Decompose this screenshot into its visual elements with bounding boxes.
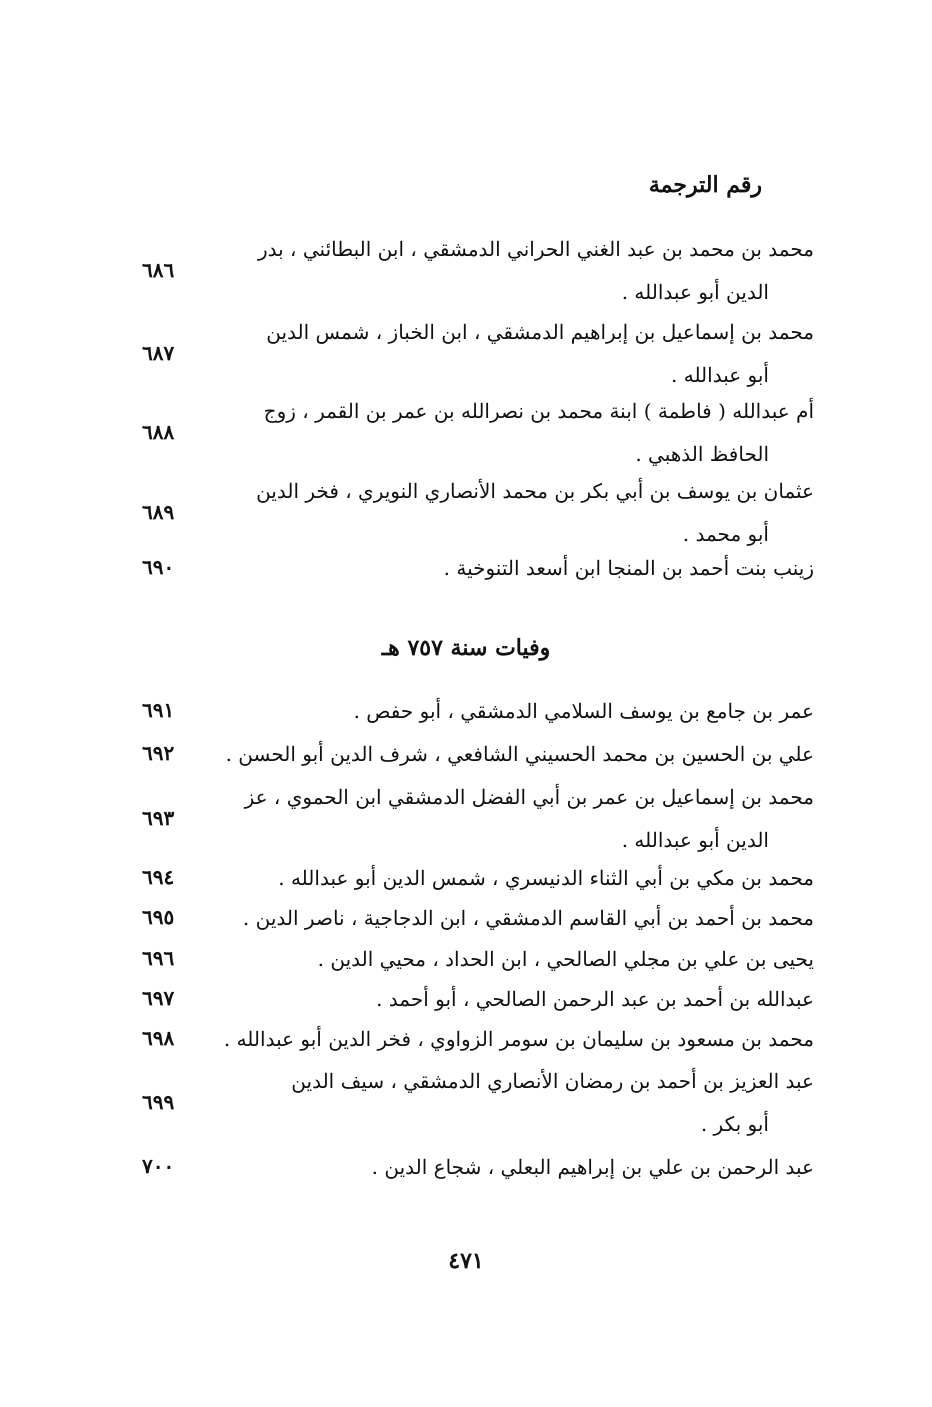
entry-continuation-line: أبو محمد . (682, 522, 769, 546)
entry-continuation-line: الحافظ الذهبي . (635, 442, 769, 466)
entry-text (214, 857, 814, 900)
entry-line: محمد بن أحمد بن أبي القاسم الدمشقي ، ابن الدجاجية ، ناصر الدين . (242, 906, 814, 930)
section-title: وفيات سنة ٧٥٧ هـ (381, 635, 551, 661)
entry-text (214, 390, 814, 476)
entry-text (214, 1018, 814, 1061)
entry-line: يحيى بن علي بن مجلي الصالحي ، ابن الحداد ، محيي الدين . (317, 947, 814, 971)
entry-text (214, 547, 814, 590)
entry-text (214, 978, 814, 1021)
entry-number: ٦٩١ (142, 698, 175, 722)
entry-line: محمد بن مسعود بن سليمان بن سومر الزواوي ، فخر الدين أبو عبدالله . (223, 1027, 814, 1051)
entry-text (214, 1060, 814, 1146)
entry-line: محمد بن إسماعيل بن إبراهيم الدمشقي ، ابن الخباز ، شمس الدين (266, 320, 814, 344)
entry-text (214, 690, 814, 733)
entry-number: ٦٩٦ (142, 946, 175, 970)
entry-text (214, 733, 814, 776)
entry-continuation-line: أبو عبدالله . (671, 363, 769, 387)
entry-number: ٦٨٧ (142, 341, 175, 365)
entry-number: ٦٩٥ (142, 905, 175, 929)
entry-line: عمر بن جامع بن يوسف السلامي الدمشقي ، أبو حفص . (353, 699, 814, 723)
entry-number: ٦٩٣ (142, 806, 175, 830)
entry-line: محمد بن إسماعيل بن عمر بن أبي الفضل الدمشقي ابن الحموي ، عز (244, 785, 814, 809)
entry-line: عبد العزيز بن أحمد بن رمضان الأنصاري الدمشقي ، سيف الدين (291, 1069, 814, 1093)
entry-line: علي بن الحسين بن محمد الحسيني الشافعي ، شرف الدين أبو الحسن . (225, 742, 814, 766)
page-number: ٤٧١ (448, 1248, 484, 1274)
entry-line: زينب بنت أحمد بن المنجا ابن أسعد التنوخية . (443, 556, 814, 580)
entry-number: ٦٨٨ (142, 420, 175, 444)
entry-number: ٦٨٩ (142, 500, 175, 524)
entry-number: ٧٠٠ (142, 1154, 175, 1178)
entry-continuation-line: أبو بكر . (700, 1112, 769, 1136)
entry-text (214, 897, 814, 940)
entry-text (214, 1146, 814, 1189)
entry-line: محمد بن مكي بن أبي الثناء الدنيسري ، شمس الدين أبو عبدالله . (278, 866, 814, 890)
entry-number: ٦٩٨ (142, 1026, 175, 1050)
entry-number: ٦٩٧ (142, 986, 175, 1010)
entry-continuation-line: الدين أبو عبدالله . (621, 280, 769, 304)
entry-number: ٦٩٠ (142, 555, 175, 579)
entry-number: ٦٨٦ (142, 258, 175, 282)
entry-number: ٦٩٢ (142, 741, 175, 765)
entry-text (214, 228, 814, 314)
entry-line: عبدالله بن أحمد بن عبد الرحمن الصالحي ، أبو أحمد . (376, 987, 814, 1011)
entry-text (214, 938, 814, 981)
column-header: رقم الترجمة (648, 172, 762, 198)
entry-text (214, 470, 814, 556)
entry-continuation-line: الدين أبو عبدالله . (621, 828, 769, 852)
entry-number: ٦٩٩ (142, 1090, 175, 1114)
entry-text (214, 311, 814, 397)
entry-number: ٦٩٤ (142, 865, 175, 889)
entry-line: أم عبدالله ( فاطمة ) ابنة محمد بن نصرالله بن عمر بن القمر ، زوج (263, 399, 814, 423)
entry-text (214, 776, 814, 862)
entry-line: محمد بن محمد بن عبد الغني الحراني الدمشقي ، ابن البطائني ، بدر (257, 237, 814, 261)
entry-line: عثمان بن يوسف بن أبي بكر بن محمد الأنصاري النويري ، فخر الدين (256, 479, 814, 503)
entry-line: عبد الرحمن بن علي بن إبراهيم البعلي ، شجاع الدين . (371, 1155, 814, 1179)
